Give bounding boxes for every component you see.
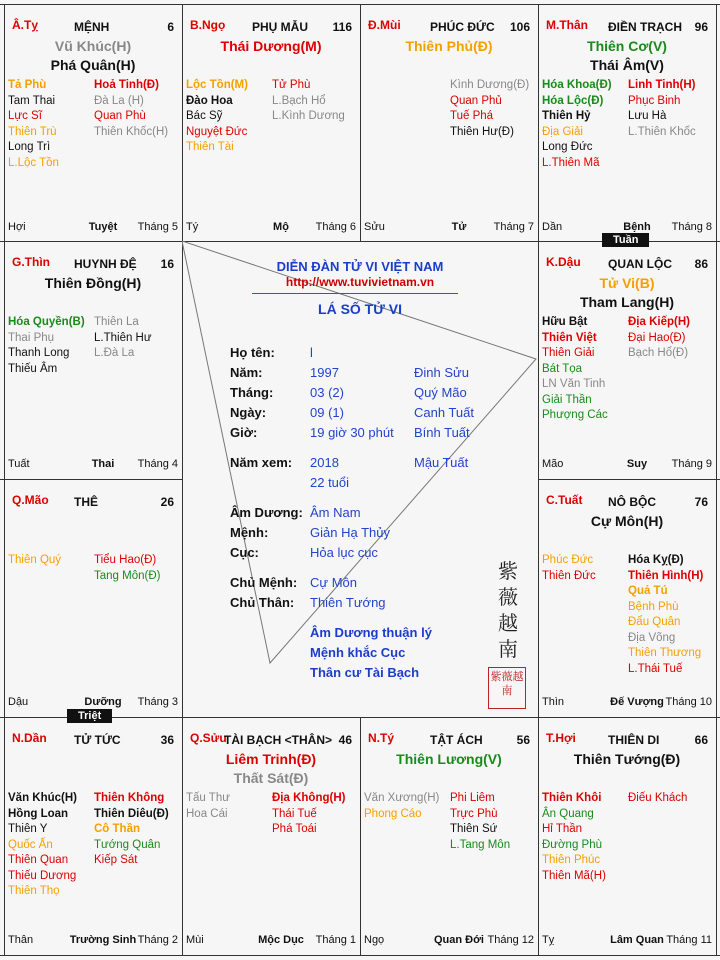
palace-cycle: Thai: [91, 458, 115, 470]
stars-right: [272, 791, 345, 838]
star: Phá Toái: [272, 823, 317, 835]
info-value: 09 (1): [310, 405, 344, 420]
palace-cycle: Suy: [626, 458, 648, 470]
palace-branch: Thìn: [542, 696, 565, 708]
palace-can: M.Thân: [546, 18, 588, 32]
star: Giải Thần: [542, 393, 592, 406]
stars-right: [628, 553, 703, 677]
palace-can: N.Tý: [368, 731, 395, 745]
palace-tat-ach: [360, 717, 538, 955]
info-label: Ngày:: [230, 405, 267, 420]
palace-number: 6: [167, 20, 174, 34]
star: Thiên Y: [8, 823, 48, 835]
star: L.Kình Dương: [272, 110, 345, 122]
star: Thiên Hỷ: [542, 110, 591, 122]
palace-number: 56: [516, 733, 530, 747]
star: Thiên Khốc(H): [94, 125, 169, 138]
palace-can: B.Ngọ: [190, 18, 226, 32]
star: Thiên Khôi: [542, 792, 602, 804]
palace-month: Tháng 3: [137, 696, 178, 708]
palace-branch: Tuất: [8, 458, 30, 470]
star: Hóa Lộc(Đ): [542, 94, 604, 107]
star: Bát Tọa: [542, 362, 583, 375]
palace-branch: Mão: [542, 458, 564, 470]
palace-can: Q.Mão: [12, 493, 49, 507]
star: Long Trì: [8, 141, 51, 153]
palace-number: 36: [160, 733, 174, 747]
palace-month: Tháng 9: [671, 458, 712, 470]
palace-dien-trach: [538, 4, 716, 242]
main-star: Thiên Tướng(Đ): [573, 751, 681, 767]
star: Thiên Trù: [8, 125, 57, 138]
stars-right: [272, 78, 345, 125]
title-divider: [252, 293, 458, 294]
star: Bệnh Phù: [628, 600, 679, 613]
star: Quan Phù: [94, 110, 146, 122]
star: L.Bạch Hổ: [272, 94, 326, 107]
palace-number: 96: [694, 20, 708, 34]
star: Hỉ Thần: [542, 823, 583, 835]
stars-right: [94, 553, 160, 584]
star: Phượng Các: [542, 409, 608, 421]
palace-name: TẬT ÁCH: [430, 733, 483, 747]
stars-left: [542, 553, 596, 584]
palace-name: QUAN LỘC: [608, 257, 672, 271]
info-label: Năm:: [230, 365, 263, 380]
palace-can: N.Dần: [12, 731, 47, 745]
star: Hóa Khoa(Đ): [542, 79, 612, 91]
palace-can: C.Tuất: [546, 493, 583, 507]
star: Tả Phù: [8, 79, 47, 91]
main-star: Liêm Trinh(Đ): [225, 751, 317, 767]
main-star: Thái Âm(V): [590, 57, 664, 73]
star: Thanh Long: [8, 347, 70, 359]
palace-branch: Hợi: [8, 221, 26, 233]
info-label: Họ tên:: [230, 345, 275, 360]
palace-can: Đ.Mùi: [368, 18, 401, 32]
star: Văn Xương(H): [364, 792, 440, 804]
star: Đào Hoa: [186, 94, 233, 107]
star: Thiên Quan: [8, 854, 69, 866]
palace-number: 66: [694, 733, 708, 747]
palace-number: 46: [338, 733, 352, 747]
star: Phi Liêm: [450, 792, 495, 804]
info-value: 1997: [310, 365, 339, 380]
stars-left: [186, 791, 230, 822]
palace-branch: Tý: [186, 221, 199, 233]
stars-left: [542, 791, 606, 884]
star: Thiên Thương: [628, 647, 702, 659]
summary-line: Thân cư Tài Bạch: [310, 665, 420, 680]
star: Thiên Mã(H): [542, 869, 606, 882]
palace-cycle: Mộ: [273, 221, 289, 233]
star: Thiên Thọ: [8, 885, 60, 897]
star: Hoa Cái: [186, 807, 228, 820]
star: Quan Phủ: [450, 94, 502, 107]
palace-huynh-de: [4, 241, 182, 479]
main-star: Vũ Khúc(H): [54, 38, 132, 54]
star: Thiếu Âm: [8, 362, 58, 375]
palace-number: 76: [694, 495, 708, 509]
palace-branch: Tỵ: [542, 934, 555, 946]
star: Kiếp Sát: [94, 854, 138, 866]
stars-left: [186, 78, 248, 156]
info-label: Âm Dương:: [230, 505, 303, 520]
stars-right: [628, 78, 696, 140]
main-star: Tham Lang(H): [579, 294, 675, 310]
vertical-char: 紫: [498, 561, 518, 583]
stars-right: [450, 78, 529, 140]
palace-tai-bach: [182, 717, 360, 955]
info-label: Chủ Mệnh:: [230, 575, 298, 590]
palace-cycle: Quan Đới: [434, 934, 484, 946]
palace-can: G.Thìn: [12, 255, 50, 269]
chart-title: LÁ SỐ TỬ VI: [318, 301, 402, 317]
main-star: Thiên Lương(V): [396, 751, 502, 767]
palace-name: ĐIỀN TRẠCH: [608, 20, 682, 34]
star: Nguyệt Đức: [186, 125, 248, 138]
palace-branch: Mùi: [186, 934, 204, 946]
star: Thiên Tài: [186, 141, 234, 153]
info-label: Cục:: [230, 545, 259, 560]
stars-right: [94, 78, 168, 140]
main-star: Thái Dương(M): [220, 38, 322, 54]
star: Cô Thần: [94, 823, 140, 835]
star: Đà La (H): [94, 94, 144, 107]
star: L.Thái Tuế: [628, 662, 683, 675]
palace-the: [4, 479, 182, 717]
star: Thiên Đức: [542, 569, 596, 582]
star: Bác Sỹ: [186, 110, 223, 122]
palace-quan-loc: [538, 241, 716, 479]
main-star: Thất Sát(Đ): [233, 770, 309, 786]
star: Quả Tú: [628, 585, 668, 597]
star: Văn Khúc(H): [8, 792, 77, 804]
star: Lộc Tồn(M): [186, 79, 248, 91]
star: Thiên Diêu(Đ): [94, 807, 169, 820]
palace-month: Tháng 5: [137, 221, 178, 233]
info-extra: Canh Tuất: [414, 405, 474, 420]
palace-cycle: Bệnh: [623, 221, 651, 233]
palace-name: TỬ TỨC: [74, 733, 121, 747]
palace-name: HUYNH ĐỆ: [74, 257, 137, 271]
star: Thiên Không: [94, 792, 165, 804]
info-extra: Quý Mão: [414, 385, 467, 400]
info-label: Chủ Thân:: [230, 595, 295, 610]
star: Trực Phù: [450, 807, 498, 820]
info-value: 22 tuổi: [310, 475, 350, 490]
stars-left: [542, 315, 608, 424]
palace-menh: [4, 4, 182, 242]
triet-badge: Triệt: [67, 709, 112, 723]
star: LN Văn Tinh: [542, 378, 606, 390]
stars-right: [628, 791, 687, 807]
star: Tiểu Hao(Đ): [94, 554, 157, 566]
main-star: Thiên Đồng(H): [44, 275, 142, 291]
main-star: Thiên Phủ(Đ): [405, 38, 493, 54]
star: Tang Môn(Đ): [94, 569, 161, 582]
palace-branch: Ngọ: [364, 934, 385, 946]
info-value: Cự Môn: [310, 575, 357, 590]
palace-number: 26: [160, 495, 174, 509]
vertical-text: [494, 559, 522, 663]
info-value: Hỏa lục cục: [310, 545, 378, 560]
palace-cycle: Trường Sinh: [69, 934, 137, 946]
stars-left: [8, 553, 61, 569]
palace-name: TÀI BẠCH <THÂN>: [224, 733, 333, 747]
forum-title: DIỄN ĐÀN TỬ VI VIỆT NAM: [276, 259, 444, 274]
star: Đại Hao(Đ): [628, 331, 686, 344]
palace-name: MỆNH: [74, 20, 110, 34]
info-value: l: [310, 345, 313, 360]
star: Thiên Sứ: [450, 823, 498, 835]
palace-no-boc: [538, 479, 716, 717]
stars-left: [364, 791, 439, 822]
seal-stamp: 紫薇越南: [488, 667, 526, 709]
stars-right: [450, 791, 510, 853]
palace-can: Q.Sửu: [190, 731, 227, 745]
main-star: Thiên Cơ(V): [587, 38, 667, 54]
star: Quốc Ấn: [8, 838, 53, 851]
palace-month: Tháng 7: [493, 221, 534, 233]
info-extra: Bính Tuất: [414, 425, 470, 440]
tuan-badge: Tuần: [602, 233, 649, 247]
info-label: Mệnh:: [230, 525, 269, 540]
star: Phúc Đức: [542, 554, 594, 566]
info-extra: Mậu Tuất: [414, 455, 469, 470]
star: L.Thiên Hư: [94, 331, 152, 344]
palace-month: Tháng 8: [671, 221, 712, 233]
palace-branch: Dần: [542, 221, 563, 233]
summary-line: Mệnh khắc Cục: [310, 645, 406, 660]
star: L.Lộc Tồn: [8, 156, 59, 169]
info-value: 03 (2): [310, 385, 344, 400]
star: Bạch Hổ(Đ): [628, 347, 689, 359]
star: Địa Võng: [628, 631, 676, 644]
star: Thiên Giải: [542, 347, 595, 359]
vertical-char: 薇: [498, 587, 518, 609]
info-value: Thiên Tướng: [310, 595, 386, 610]
stars-right: [94, 315, 152, 362]
palace-can: T.Hợi: [546, 731, 576, 745]
star: Thái Tuế: [272, 807, 317, 820]
star: Tướng Quân: [94, 838, 161, 851]
info-value: Giản Hạ Thủy: [310, 525, 390, 540]
star: Hóa Quyền(B): [8, 316, 85, 328]
star: L.Tang Môn: [450, 838, 511, 851]
palace-number: 116: [332, 20, 352, 34]
info-label: Giờ:: [230, 425, 258, 440]
star: Thiếu Dương: [8, 869, 77, 882]
grid-line: [716, 4, 717, 956]
palace-cycle: Đế Vượng: [610, 696, 664, 708]
main-star: Phá Quân(H): [50, 57, 136, 73]
palace-cycle: Tuyệt: [88, 221, 118, 233]
stars-right: [628, 315, 690, 362]
star: Địa Kiếp(H): [628, 316, 690, 328]
palace-can: K.Dậu: [546, 255, 581, 269]
palace-cycle: Mộc Dục: [258, 934, 304, 946]
palace-month: Tháng 6: [315, 221, 356, 233]
stars-left: [8, 315, 85, 377]
stars-left: [542, 78, 612, 171]
palace-name: NÔ BỘC: [608, 495, 656, 509]
star: Long Đức: [542, 141, 593, 153]
palace-name: PHÚC ĐỨC: [430, 20, 495, 34]
info-value: 2018: [310, 455, 339, 470]
star: L.Thiên Mã: [542, 156, 600, 169]
palace-cycle: Tử: [451, 221, 467, 233]
star: Thiên Quý: [8, 554, 62, 566]
star: Đẩu Quân: [628, 616, 681, 628]
palace-cycle: Dưỡng: [84, 696, 122, 708]
star: Điếu Khách: [628, 792, 688, 804]
star: Hoả Tinh(Đ): [94, 79, 159, 91]
palace-branch: Thân: [8, 934, 34, 946]
star: Hữu Bật: [542, 316, 588, 328]
star: L.Đà La: [94, 347, 135, 359]
star: Lực Sĩ: [8, 110, 42, 122]
star: Phong Cáo: [364, 807, 422, 820]
star: Kình Dương(Đ): [450, 79, 530, 91]
vertical-char: 越: [498, 613, 518, 635]
star: Phục Binh: [628, 94, 681, 107]
star: L.Thiên Khốc: [628, 125, 696, 138]
star: Thiên Hư(Đ): [450, 125, 514, 138]
palace-number: 106: [509, 20, 530, 34]
star: Hóa Kỵ(Đ): [628, 554, 684, 566]
main-star: Tử Vi(B): [599, 275, 655, 291]
star: Địa Giải: [542, 125, 583, 138]
main-star: Cự Môn(H): [590, 513, 664, 529]
star: Tử Phù: [272, 79, 311, 91]
palace-month: Tháng 12: [487, 934, 534, 946]
info-extra: Đinh Sửu: [414, 365, 469, 380]
info-label: Tháng:: [230, 385, 274, 400]
info-label: Năm xem:: [230, 455, 293, 470]
palace-number: 86: [694, 257, 708, 271]
palace-month: Tháng 10: [665, 696, 712, 708]
forum-url[interactable]: http://www.tuvivietnam.vn: [285, 275, 435, 289]
palace-tu-tuc: [4, 717, 182, 955]
palace-name: THIÊN DI: [608, 733, 660, 747]
star: Lưu Hà: [628, 110, 667, 122]
star: Tuế Phá: [450, 110, 494, 122]
palace-number: 16: [160, 257, 174, 271]
palace-thien-di: [538, 717, 716, 955]
star: Thiên La: [94, 316, 139, 328]
star: Địa Không(H): [272, 792, 346, 804]
palace-month: Tháng 11: [666, 934, 712, 946]
palace-cycle: Lâm Quan: [610, 934, 664, 946]
star: Đường Phù: [542, 838, 602, 851]
stars-right: [94, 791, 169, 869]
star: Tấu Thư: [186, 792, 230, 804]
star: Linh Tinh(H): [628, 79, 696, 91]
palace-branch: Sửu: [364, 221, 385, 233]
palace-can: Â.Tỵ: [12, 18, 39, 32]
palace-name: THÊ: [74, 495, 98, 509]
palace-month: Tháng 4: [137, 458, 178, 470]
star: Ân Quang: [542, 807, 594, 820]
info-value: Âm Nam: [310, 505, 361, 520]
palace-month: Tháng 2: [137, 934, 178, 946]
summary-line: Âm Dương thuận lý: [310, 625, 432, 640]
palace-phu-mau: [182, 4, 360, 242]
vertical-char: 南: [498, 639, 518, 661]
star: Hồng Loan: [8, 807, 69, 820]
stars-left: [8, 791, 77, 900]
palace-name: PHỤ MẪU: [252, 20, 308, 34]
stars-left: [8, 78, 59, 171]
star: Tam Thai: [8, 94, 56, 107]
center-panel: [182, 241, 538, 717]
star: Thiên Việt: [542, 331, 597, 344]
palace-branch: Dậu: [8, 696, 29, 708]
star: Thiên Phúc: [542, 854, 601, 866]
star: Thai Phụ: [8, 331, 55, 344]
star: Thiên Hình(H): [628, 569, 704, 582]
palace-phuc-duc: [360, 4, 538, 242]
palace-month: Tháng 1: [315, 934, 356, 946]
info-value: 19 giờ 30 phút: [310, 425, 394, 440]
